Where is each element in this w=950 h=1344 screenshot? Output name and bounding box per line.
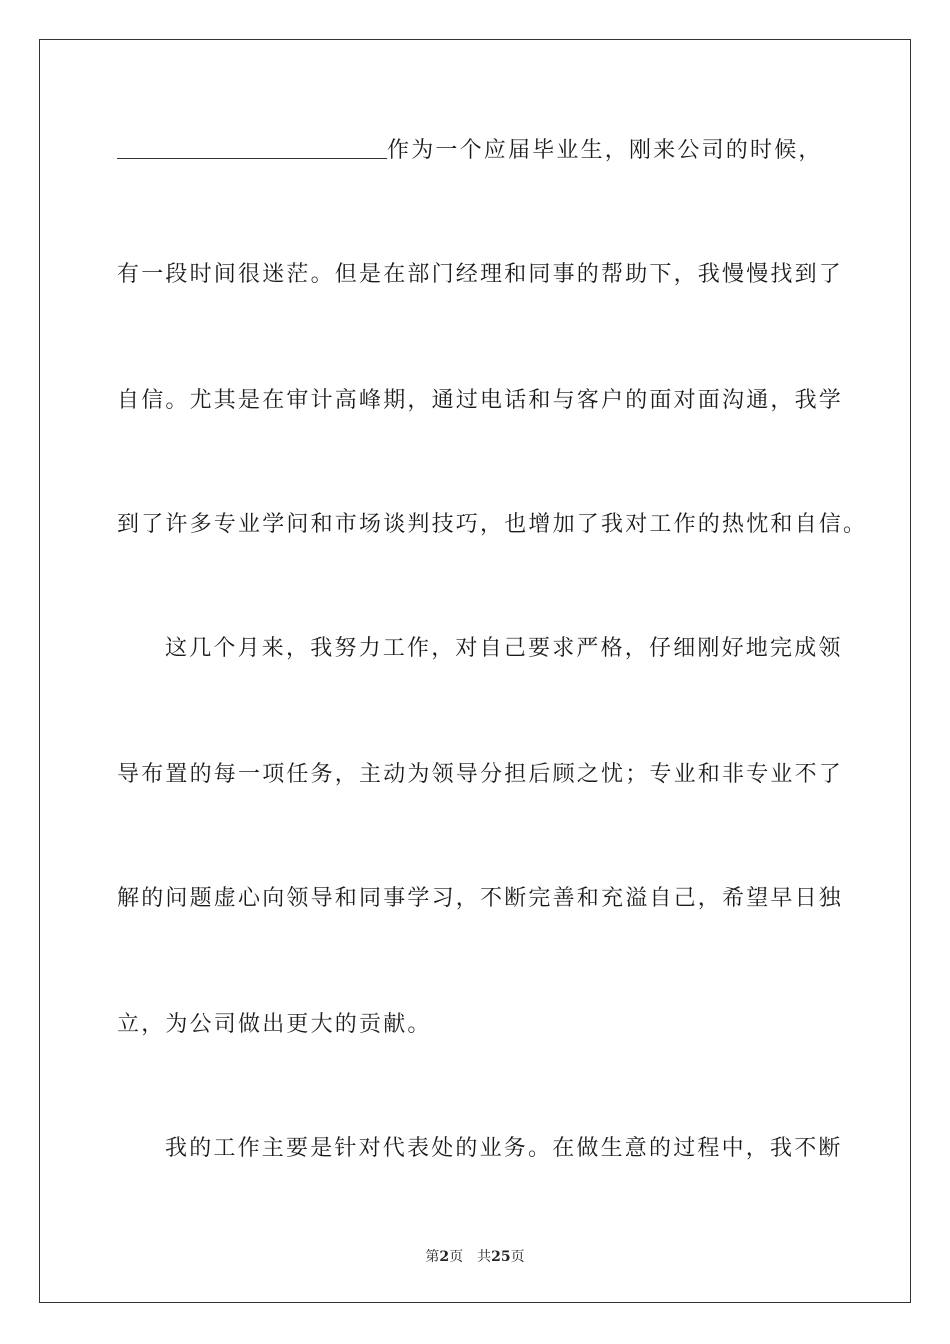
text-line-1-content: 作为一个应届毕业生，刚来公司的时候， — [387, 138, 823, 163]
text-line-8: 立，为公司做出更大的贡献。 — [117, 1012, 432, 1037]
footer-total-suffix: 页 — [510, 1249, 525, 1265]
blank-fill-line — [117, 136, 387, 159]
text-line-2: 有一段时间很迷茫。但是在部门经理和同事的帮助下，我慢慢找到了 — [117, 262, 844, 287]
text-line-5-paragraph-start: 这几个月来，我努力工作，对自己要求严格，仔细刚好地完成领 — [165, 636, 843, 661]
footer-page-prefix: 第 — [425, 1249, 440, 1265]
footer-page-suffix: 页 — [449, 1249, 464, 1265]
text-line-4: 到了许多专业学问和市场谈判技巧，也增加了我对工作的热忱和自信。 — [117, 512, 868, 537]
footer-total-pages: 25 — [491, 1249, 511, 1265]
text-line-3: 自信。尤其是在审计高峰期，通过电话和与客户的面对面沟通，我学 — [117, 388, 844, 413]
text-line-7: 解的问题虚心向领导和同事学习，不断完善和充溢自己，希望早日独 — [117, 886, 844, 911]
page-footer — [0, 1248, 950, 1266]
text-line-9-paragraph-start: 我的工作主要是针对代表处的业务。在做生意的过程中，我不断 — [165, 1136, 843, 1161]
footer-page-number: 2 — [439, 1249, 450, 1265]
text-line-1 — [117, 136, 837, 166]
footer-total-prefix: 共 — [477, 1249, 492, 1265]
text-line-6: 导布置的每一项任务，主动为领导分担后顾之忧；专业和非专业不了 — [117, 762, 844, 787]
page-border — [39, 39, 911, 1303]
